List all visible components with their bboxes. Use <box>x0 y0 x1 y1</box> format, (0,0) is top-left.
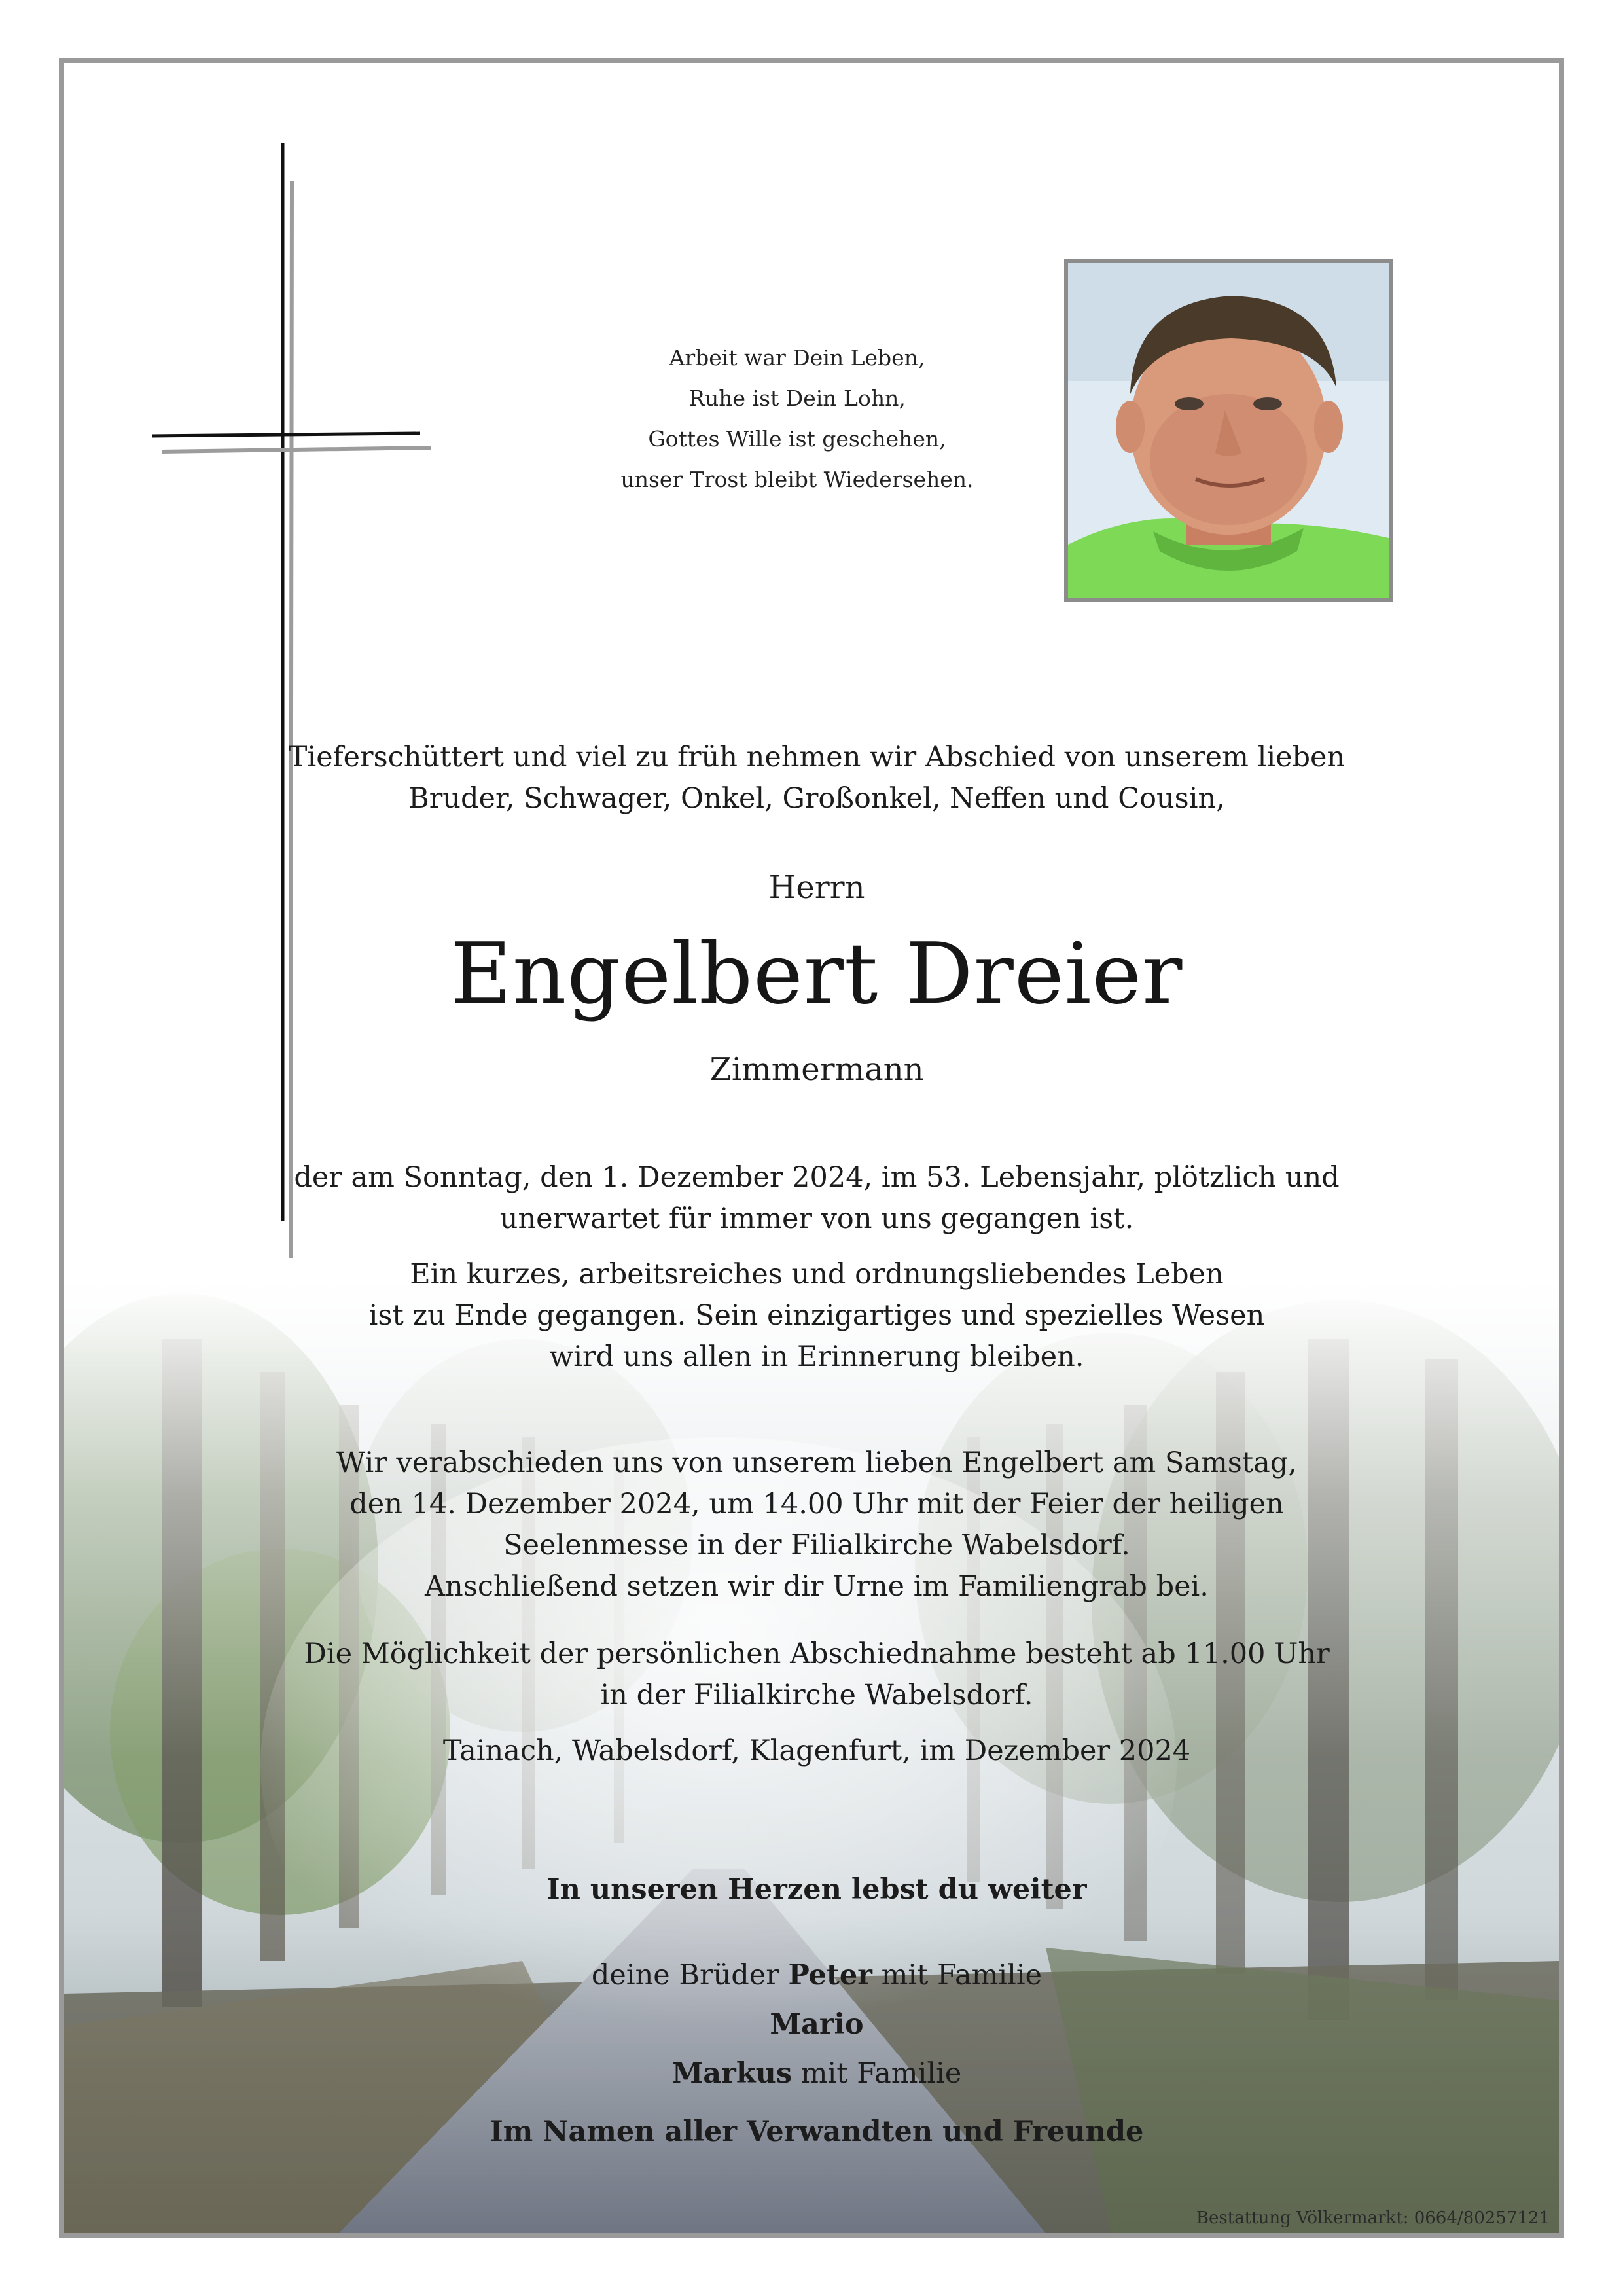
farewell-text <box>64 1634 1564 1716</box>
mourner-suffix: mit Familie <box>872 1959 1043 1992</box>
poem-line: Ruhe ist Dein Lohn, <box>688 386 906 411</box>
life-line: ist zu Ende gegangen. Sein einzigartiges und spezielles Wesen <box>368 1299 1265 1332</box>
death-line: der am Sonntag, den 1. Dezember 2024, im 53. Lebensjahr, plötzlich und <box>294 1161 1340 1194</box>
signoff: Im Namen aller Verwandten und Freunde <box>490 2115 1144 2148</box>
mourner-line <box>64 2049 1564 2098</box>
ceremony-line: den 14. Dezember 2024, um 14.00 Uhr mit der Feier der heiligen <box>349 1488 1284 1520</box>
portrait-photo <box>1064 259 1393 602</box>
place-date: Tainach, Wabelsdorf, Klagenfurt, im Dezember 2024 <box>442 1734 1191 1767</box>
ceremony-line: Anschließend setzen wir dir Urne im Familiengrab bei. <box>425 1570 1209 1603</box>
poem-line: Gottes Wille ist geschehen, <box>648 426 946 452</box>
mourner-name: Mario <box>770 2008 864 2041</box>
life-line: Ein kurzes, arbeitsreiches und ordnungsliebendes Leben <box>410 1258 1224 1291</box>
undertaker-contact: Bestattung Völkermarkt: 0664/80257121 <box>1196 2208 1550 2228</box>
mourner-name: Peter <box>788 1959 872 1992</box>
mourners-list <box>64 1951 1564 2098</box>
poem <box>568 338 1026 500</box>
mourner-prefix: deine Brüder <box>591 1959 789 1992</box>
mourner-line <box>64 1951 1564 2000</box>
deceased-name: Engelbert Dreier <box>450 925 1183 1023</box>
mourner-name: Markus <box>671 2057 793 2090</box>
death-notice <box>64 1157 1564 1240</box>
mourner-line <box>64 2000 1564 2049</box>
death-line: unerwartet für immer von uns gegangen ist. <box>499 1202 1134 1235</box>
farewell-line: Die Möglichkeit der persönlichen Abschiednahme besteht ab 11.00 Uhr <box>304 1638 1330 1670</box>
intro-text <box>64 737 1564 819</box>
farewell-line: in der Filialkirche Wabelsdorf. <box>600 1679 1033 1712</box>
poem-line: unser Trost bleibt Wiedersehen. <box>620 467 974 492</box>
life-line: wird uns allen in Erinnerung bleiben. <box>549 1340 1084 1373</box>
mourner-suffix: mit Familie <box>792 2057 962 2090</box>
ceremony-line: Wir verabschieden uns von unserem lieben Engelbert am Samstag, <box>336 1446 1297 1479</box>
intro-line: Bruder, Schwager, Onkel, Großonkel, Neffen und Cousin, <box>408 782 1225 815</box>
obituary-frame <box>59 58 1564 2238</box>
intro-line: Tieferschüttert und viel zu früh nehmen wir Abschied von unserem lieben <box>288 741 1346 774</box>
motto: In unseren Herzen lebst du weiter <box>546 1873 1087 1906</box>
profession: Zimmermann <box>709 1051 924 1088</box>
ceremony-text <box>64 1443 1564 1607</box>
ceremony-line: Seelenmesse in der Filialkirche Wabelsdorf. <box>503 1529 1130 1562</box>
poem-line: Arbeit war Dein Leben, <box>669 345 925 370</box>
life-text <box>64 1254 1564 1378</box>
salutation: Herrn <box>768 869 865 906</box>
